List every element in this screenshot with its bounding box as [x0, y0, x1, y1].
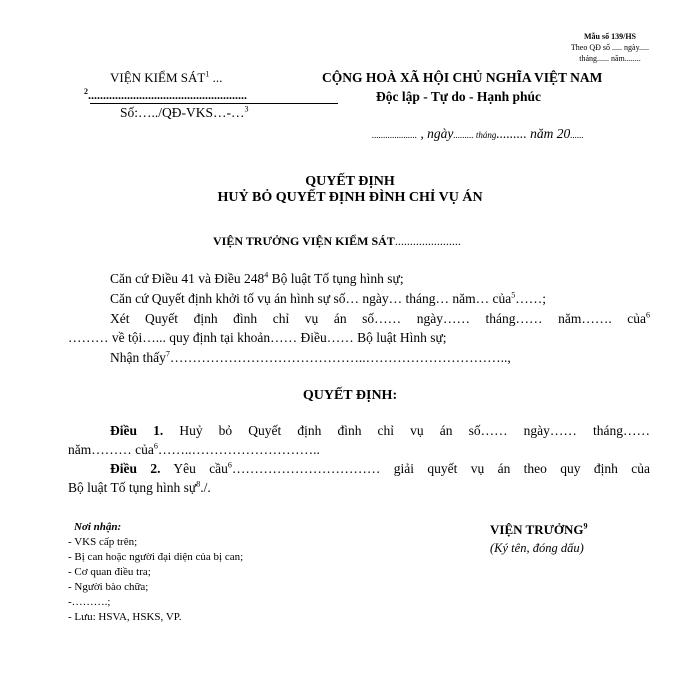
- article-2-label: Điều 2.: [110, 461, 161, 476]
- article-1-footnote: 6: [153, 441, 158, 451]
- ground-law-text: Căn cứ Điều 41 và Điều 248: [110, 271, 265, 286]
- ground-law-text2: Bộ luật Tố tụng hình sự;: [268, 271, 404, 286]
- article-1: [110, 423, 650, 439]
- signature-note: (Ký tên, đóng dấu): [490, 541, 584, 555]
- article-1-dots: ……..………………………..: [157, 442, 320, 457]
- agency-footnote: 1: [205, 69, 210, 79]
- recipient-item: - VKS cấp trên;: [68, 536, 138, 548]
- article-2-footnote: 6: [227, 460, 232, 470]
- line2-dots: .....................................................: [88, 88, 247, 102]
- ground-prosecution: [110, 291, 546, 307]
- form-code: [560, 31, 660, 64]
- ground-suspension-footnote: 6: [646, 310, 650, 320]
- ground-finding: [110, 350, 511, 366]
- form-code-date: tháng...... năm........: [579, 54, 641, 63]
- ground-prosecution-text2: ……;: [515, 291, 546, 306]
- authority-label: VIỆN TRƯỞNG VIỆN KIỂM SÁT: [213, 234, 395, 248]
- article-2-end: ./.: [200, 480, 211, 495]
- form-code-decision: Theo QĐ số ..... ngày.....: [570, 43, 650, 52]
- ground-prosecution-text: Căn cứ Quyết định khởi tố vụ án hình sự số… ngày… tháng… năm… của: [110, 291, 512, 306]
- recipient-item: -……….;: [68, 596, 111, 608]
- recipient-item: - Bị can hoặc người đại diện của bị can;: [68, 551, 244, 563]
- issuing-authority: [213, 234, 461, 249]
- header-underline: [90, 103, 338, 104]
- date-month-label: ......... tháng: [453, 130, 497, 140]
- article-1-line2-text: năm……… của: [68, 442, 154, 457]
- recipient-item: - Lưu: HSVA, HSKS, VP.: [68, 611, 182, 623]
- number-footnote: 3: [244, 104, 249, 114]
- recipients-heading: Nơi nhận:: [74, 521, 122, 533]
- date-year-dots: ......: [570, 130, 584, 140]
- article-2: [110, 461, 650, 477]
- article-2-text2: …………………………… giải quyết vụ án theo quy định của: [231, 461, 650, 476]
- line2-footnote: 2: [84, 87, 88, 96]
- agency-name: [110, 70, 222, 86]
- article-2-text: Yêu cầu: [160, 461, 228, 476]
- signature-title-text: VIỆN TRƯỞNG: [490, 522, 584, 537]
- number-text: Số:…../QĐ-VKS…-…: [120, 105, 245, 120]
- agency-line2: [84, 88, 247, 103]
- date-day-label: , ngày: [417, 126, 454, 141]
- article-1-label: Điều 1.: [110, 423, 164, 438]
- recipients-block: [68, 520, 243, 625]
- signature-footnote: 9: [583, 521, 588, 531]
- article-2-line2-text: Bộ luật Tố tụng hình sự: [68, 480, 197, 495]
- national-motto: Độc lập - Tự do - Hạnh phúc: [376, 89, 542, 104]
- article-2-line2: [68, 480, 211, 496]
- signature-title: [490, 522, 588, 538]
- authority-dots: ......................: [394, 234, 461, 248]
- recipient-item: - Cơ quan điều tra;: [68, 566, 151, 578]
- decision-heading: QUYẾT ĐỊNH:: [302, 388, 398, 403]
- place-dots: ....................: [372, 130, 417, 140]
- ground-law: [110, 271, 404, 287]
- agency-suffix: ...: [209, 70, 223, 85]
- article-1-line2: [68, 442, 320, 458]
- ground-law-footnote: 4: [264, 270, 269, 280]
- date-year-label: ......... năm 20: [496, 126, 571, 141]
- document-subtitle: HUỶ BỎ QUYẾT ĐỊNH ĐÌNH CHỈ VỤ ÁN: [217, 190, 483, 205]
- country-name: CỘNG HOÀ XÃ HỘI CHỦ NGHĨA VIỆT NAM: [322, 70, 603, 85]
- agency-prefix: VIỆN KIỂM SÁT: [110, 70, 206, 85]
- ground-suspension-line2: ……… về tội…... quy định tại khoản…… Điều…… Bộ luật Hình sự;: [68, 330, 447, 345]
- ground-finding-footnote: 7: [165, 349, 170, 359]
- ground-prosecution-footnote: 5: [511, 290, 516, 300]
- form-code-number: Mẫu số 139/HS: [583, 32, 636, 41]
- article-2-footnote2: 8: [196, 479, 201, 489]
- place-date: [372, 126, 584, 142]
- ground-finding-text: Nhận thấy: [110, 350, 166, 365]
- article-1-text: Huỷ bỏ Quyết định đình chỉ vụ án số…… ngày…… tháng……: [163, 423, 651, 438]
- decision-number: [120, 105, 249, 121]
- ground-finding-dots: ……………………………………..…………………………..,: [169, 350, 511, 365]
- recipient-item: - Người bào chữa;: [68, 581, 149, 593]
- document-title: QUYẾT ĐỊNH: [305, 174, 395, 189]
- ground-suspension: [110, 311, 650, 327]
- ground-suspension-text: Xét Quyết định đình chỉ vụ án số…… ngày…… tháng…… năm……. của: [110, 311, 646, 326]
